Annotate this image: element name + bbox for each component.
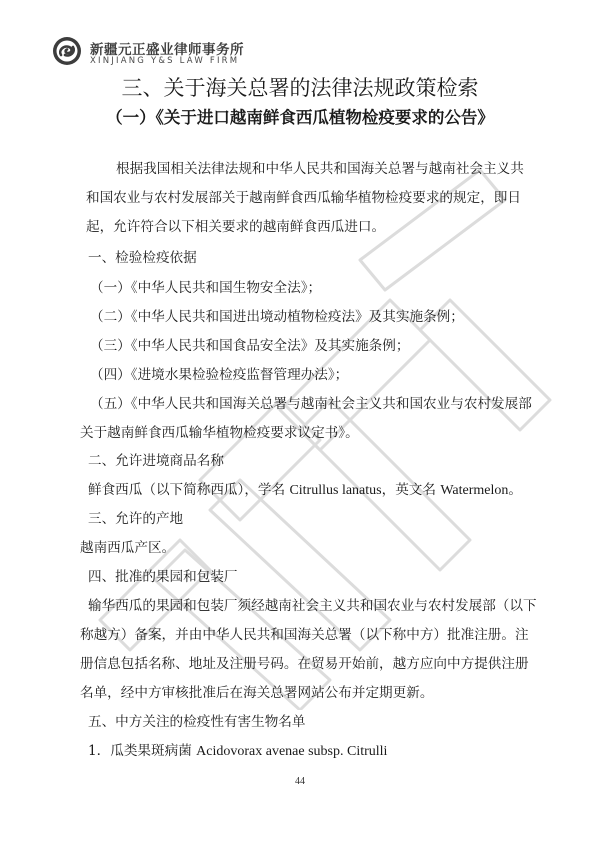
firm-name-cn: 新疆元正盛业律师事务所 bbox=[90, 42, 244, 58]
approval-paragraph: 输华西瓜的果园和包装厂须经越南社会主义共和国农业与农村发展部（以下称越方）备案，并由中华人民共和国海关总署（以下称中方）批准注册。注册信息包括名称、地址及注册号码。在贸易开始前，越方应向中方提供注册名单，经中方审核批准后在海关总署网站公布并定期更新。 bbox=[80, 598, 537, 701]
heading-pests: 五、中方关注的检疫性有害生物名单 bbox=[88, 714, 306, 730]
heading-approval: 四、批准的果园和包装厂 bbox=[88, 569, 238, 585]
firm-name-en: XINJIANG Y&S LAW FIRM bbox=[90, 56, 240, 66]
section-title: 三、关于海关总署的法律法规政策检索 bbox=[121, 76, 479, 100]
product-end: 。 bbox=[508, 482, 522, 498]
product-scientific-name: Citrullus lanatus bbox=[289, 483, 382, 498]
product-english-name: Watermelon bbox=[440, 483, 509, 498]
product-mid: ，英文名 bbox=[381, 482, 441, 498]
letterhead bbox=[52, 36, 372, 76]
basis-item-2: （二）《中华人民共和国进出境动植物检疫法》及其实施条例； bbox=[90, 309, 464, 325]
pest-item-1-scientific-name: Acidovorax avenae subsp. Citrulli bbox=[196, 744, 388, 759]
intro-paragraph: 根据我国相关法律法规和中华人民共和国海关总署与越南社会主义共和国农业与农村发展部关于越南鲜食西瓜输华植物检疫要求的规定，即日起，允许符合以下相关要求的越南鲜食西瓜进口。 bbox=[86, 161, 524, 235]
heading-product: 二、允许进境商品名称 bbox=[88, 453, 224, 469]
subsection-title: （一）《关于进口越南鲜食西瓜植物检疫要求的公告》 bbox=[106, 108, 494, 127]
basis-item-4: （四）《进境水果检验检疫监督管理办法》； bbox=[90, 367, 349, 383]
pest-item-1-prefix: 1．瓜类果斑病菌 bbox=[88, 743, 197, 759]
origin-text: 越南西瓜产区。 bbox=[80, 540, 176, 556]
product-prefix: 鲜食西瓜（以下简称西瓜），学名 bbox=[88, 482, 290, 498]
heading-origin: 三、允许的产地 bbox=[88, 511, 184, 527]
pest-item-1 bbox=[88, 741, 548, 761]
basis-item-3: （三）《中华人民共和国食品安全法》及其实施条例； bbox=[90, 338, 410, 354]
firm-logo-icon bbox=[52, 36, 82, 66]
basis-item-5-line1: （五）《中华人民共和国海关总署与越南社会主义共和国农业与农村发展部 bbox=[90, 396, 532, 412]
page-number: 44 bbox=[295, 776, 305, 787]
product-line bbox=[88, 480, 548, 500]
basis-item-5-line2: 关于越南鲜食西瓜输华植物检疫要求议定书》。 bbox=[80, 425, 359, 441]
heading-basis: 一、检验检疫依据 bbox=[88, 250, 197, 266]
basis-item-1: （一）《中华人民共和国生物安全法》； bbox=[90, 280, 322, 296]
